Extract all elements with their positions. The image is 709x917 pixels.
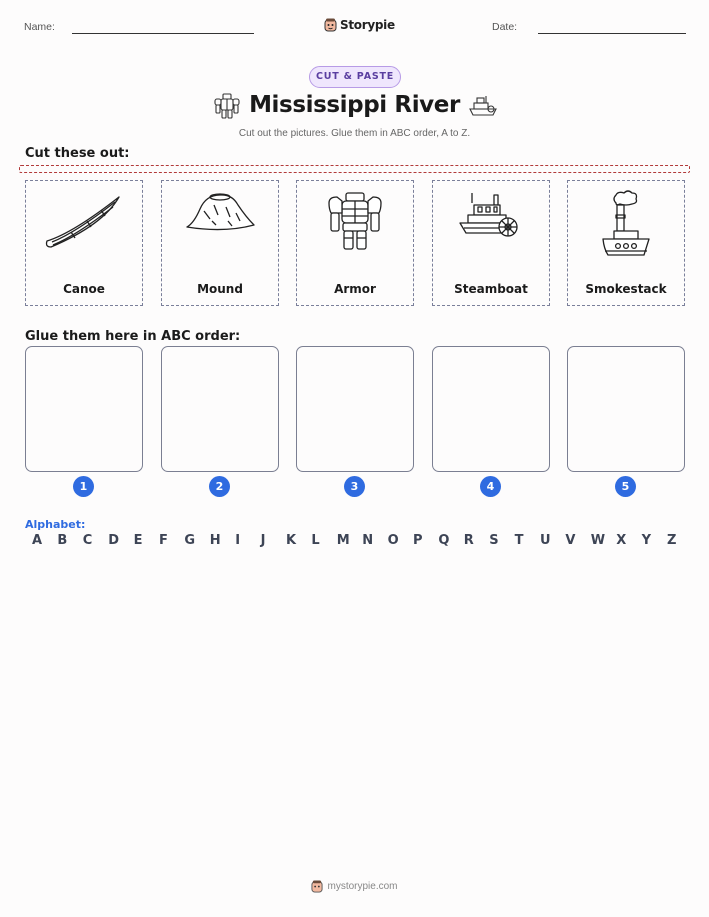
cut-section-heading: Cut these out: xyxy=(25,146,130,161)
cut-card-steamboat[interactable] xyxy=(432,180,550,306)
steamboat-title-icon xyxy=(468,94,498,118)
steamboat-icon xyxy=(458,191,524,243)
order-number-3: 3 xyxy=(344,476,365,497)
page-title: Mississippi River xyxy=(249,92,460,118)
footer-url: mystorypie.com xyxy=(327,881,398,892)
cut-card-label: Canoe xyxy=(63,282,105,296)
alphabet-letter: V xyxy=(565,533,576,548)
cut-card-smokestack[interactable] xyxy=(567,180,685,306)
activity-badge: CUT & PASTE xyxy=(309,66,401,88)
alphabet-letter: C xyxy=(82,533,93,548)
cut-line xyxy=(19,165,690,173)
alphabet-letter: E xyxy=(133,533,143,548)
alphabet-letter: X xyxy=(616,533,627,548)
alphabet-letter: L xyxy=(311,533,320,548)
storypie-logo-icon xyxy=(324,18,337,32)
glue-box-3[interactable] xyxy=(296,346,414,472)
alphabet-letter: U xyxy=(540,533,551,548)
alphabet-letter: K xyxy=(286,533,297,548)
alphabet-letter: W xyxy=(590,533,606,548)
mound-icon xyxy=(184,189,256,233)
alphabet-letter: A xyxy=(32,533,43,548)
glue-section-heading: Glue them here in ABC order: xyxy=(25,329,241,344)
cut-card-label: Smokestack xyxy=(585,282,667,296)
cut-card-canoe[interactable] xyxy=(25,180,143,306)
glue-box-2[interactable] xyxy=(161,346,279,472)
alphabet-letter: M xyxy=(336,533,350,548)
footer xyxy=(0,880,709,893)
smokestack-icon xyxy=(598,189,654,261)
name-field[interactable] xyxy=(72,33,254,34)
date-field[interactable] xyxy=(538,33,686,34)
alphabet-letter: P xyxy=(413,533,423,548)
canoe-icon xyxy=(43,189,125,251)
alphabet-letter: Q xyxy=(438,533,450,548)
alphabet-letter: I xyxy=(235,533,241,548)
cut-card-mound[interactable] xyxy=(161,180,279,306)
alphabet-letter: Z xyxy=(667,533,677,548)
order-number-5: 5 xyxy=(615,476,636,497)
worksheet-header xyxy=(24,18,686,38)
alphabet-letter: R xyxy=(463,533,474,548)
alphabet-letter: G xyxy=(184,533,196,548)
cut-card-label: Steamboat xyxy=(454,282,528,296)
brand-logo xyxy=(324,18,395,32)
alphabet-letter: T xyxy=(514,533,524,548)
cut-card-label: Armor xyxy=(334,282,376,296)
alphabet-letter: N xyxy=(362,533,374,548)
storypie-footer-icon xyxy=(311,880,323,893)
alphabet-letter: O xyxy=(387,533,399,548)
order-number-2: 2 xyxy=(209,476,230,497)
alphabet-letter: Y xyxy=(641,533,652,548)
glue-box-1[interactable] xyxy=(25,346,143,472)
cut-card-label: Mound xyxy=(197,282,243,296)
cut-card-armor[interactable] xyxy=(296,180,414,306)
date-label: Date: xyxy=(492,21,518,33)
alphabet-letter: J xyxy=(260,533,266,548)
order-number-1: 1 xyxy=(73,476,94,497)
alphabet-letter: H xyxy=(209,533,221,548)
glue-box-4[interactable] xyxy=(432,346,550,472)
alphabet-letter: B xyxy=(57,533,68,548)
name-label: Name: xyxy=(24,21,55,33)
alphabet-letter: D xyxy=(108,533,119,548)
brand-name: Storypie xyxy=(340,18,395,32)
armor-icon xyxy=(323,191,387,253)
glue-box-5[interactable] xyxy=(567,346,685,472)
alphabet-letter: S xyxy=(489,533,499,548)
instructions: Cut out the pictures. Glue them in ABC order, A to Z. xyxy=(238,128,471,139)
order-number-4: 4 xyxy=(480,476,501,497)
alphabet-label: Alphabet: xyxy=(25,518,86,531)
alphabet-row xyxy=(25,533,685,551)
alphabet-letter: F xyxy=(159,533,168,548)
title-row xyxy=(0,90,709,126)
